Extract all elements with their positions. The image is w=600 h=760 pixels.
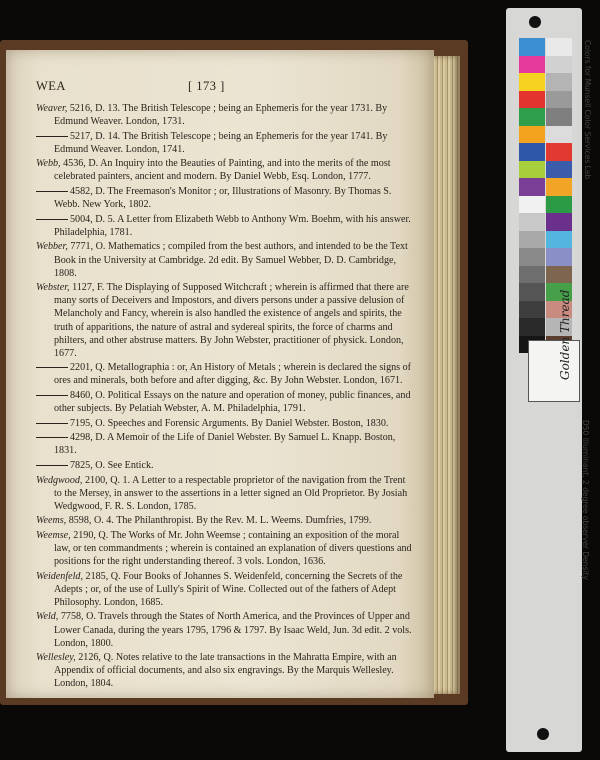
color-chip bbox=[546, 266, 572, 284]
catalog-entry bbox=[36, 651, 412, 690]
entry-text: 2126, Q. Notes relative to the late transactions in the Mahratta Empire, with an Appendix of official documents, and also six engravings. By the Marquis Wellesley. London, 1804. bbox=[54, 652, 397, 690]
entry-text: 5217, D. 14. The British Telescope ; being an Ephemeris for the year 1741. By Edmund Weaver. London, 1741. bbox=[54, 130, 388, 155]
catalog-entry bbox=[36, 431, 412, 457]
color-chip bbox=[546, 213, 572, 231]
color-chip bbox=[546, 231, 572, 249]
color-chip bbox=[519, 301, 545, 319]
entry-text: 5004, D. 5. A Letter from Elizabeth Webb to Anthony Wm. Boehm, with his answer. Philadelphia, 1781. bbox=[54, 213, 411, 238]
color-chip bbox=[519, 231, 545, 249]
entry-text: 7758, O. Travels through the States of North America, and the Provinces of Upper and Lower Canada, during the years 1795, 1796 & 1797. By Isaac Weld, Jun. 3d edit. 2 vols. London, 1800. bbox=[54, 611, 412, 649]
color-chip bbox=[546, 38, 572, 56]
running-header bbox=[36, 79, 580, 95]
entry-text: 2100, Q. 1. A Letter to a respectable proprietor of the navigation from the Trent to the Mersey, in answer to the assertions in a letter signed an Old Proprietor. By Josiah Wedgwood, F. R. S. London, 1785. bbox=[54, 474, 408, 512]
entry-text: 1127, F. The Displaying of Supposed Witchcraft ; wherein is affirmed that there are many sorts of Deceivers and Impostors, and divers persons under a passive delusion of Melancholy and Fancy, wherein is also handled the existence of angels and spirits, the truth of apparitions, the nature of astral and sydereal spirits, the force of charms and philters, and other abstruse matters. By John Webster, practitioner of physick. London, 1677. bbox=[54, 282, 409, 359]
entry-text: 7825, O. See Entick. bbox=[70, 459, 154, 471]
color-chip bbox=[546, 161, 572, 179]
color-chip bbox=[546, 248, 572, 266]
catalog-entry bbox=[36, 281, 412, 360]
entry-text: 4298, D. A Memoir of the Life of Daniel Webster. By Samuel L. Knapp. Boston, 1831. bbox=[54, 432, 396, 457]
ditto-dash bbox=[36, 191, 68, 192]
strip-hole-bottom bbox=[537, 728, 549, 740]
entry-text: 2185, Q. Four Books of Johannes S. Weidenfeld, concerning the Secrets of the Adepts ; or, of the use of Lully's Spirit of Wine. Collected out of the fathers of Adept Philosophy. London, 1685. bbox=[54, 570, 403, 608]
entry-text: 4536, D. An Inquiry into the Beauties of Painting, and into the merits of the most celebrated painters, ancient and modern. By Daniel Webb, Esq. London, 1777. bbox=[54, 158, 391, 183]
color-chip bbox=[519, 91, 545, 109]
color-chip bbox=[519, 196, 545, 214]
color-chip bbox=[546, 178, 572, 196]
color-chip bbox=[519, 143, 545, 161]
entry-author: Webb, bbox=[36, 158, 61, 170]
entry-author: Weidenfeld, bbox=[36, 570, 83, 582]
color-chip bbox=[546, 56, 572, 74]
color-chip bbox=[519, 126, 545, 144]
ditto-dash bbox=[36, 437, 68, 438]
catalog-entry bbox=[36, 459, 412, 472]
strip-hole-top bbox=[529, 16, 541, 28]
color-chip bbox=[519, 248, 545, 266]
entry-text: 8598, O. 4. The Philanthropist. By the Rev. M. L. Weems. Dumfries, 1799. bbox=[66, 515, 372, 527]
catalog-entry bbox=[36, 474, 412, 513]
strip-caption-2: D50 Illuminant, 2 degree observer Density bbox=[581, 420, 590, 580]
color-chip bbox=[546, 91, 572, 109]
entry-author: Wedgwood, bbox=[36, 474, 83, 486]
color-chip bbox=[519, 56, 545, 74]
entry-author: Weaver, bbox=[36, 103, 68, 114]
golden-thread-label: Golden Thread bbox=[558, 289, 572, 380]
color-chip bbox=[519, 73, 545, 91]
color-chip bbox=[519, 161, 545, 179]
golden-thread-target bbox=[528, 340, 580, 402]
catalog-entry bbox=[36, 529, 412, 568]
catalog-entry bbox=[36, 417, 412, 430]
entry-author: Weemse, bbox=[36, 529, 71, 541]
entry-text: 4582, D. The Freemason's Monitor ; or, Illustrations of Masonry. By Thomas S. Webb. New York, 1802. bbox=[54, 186, 392, 211]
header-left: WEA bbox=[36, 79, 66, 93]
strip-caption: Colors for Munsell Color Services Lab bbox=[583, 40, 592, 180]
color-chip bbox=[519, 108, 545, 126]
ditto-dash bbox=[36, 367, 68, 368]
catalog-entry bbox=[36, 610, 412, 649]
ditto-dash bbox=[36, 136, 68, 137]
color-chip bbox=[546, 73, 572, 91]
page-edges bbox=[430, 56, 460, 694]
entry-text: 5216, D. 13. The British Telescope ; being an Ephemeris for the year 1731. By Edmund Weaver. London, 1731. bbox=[54, 103, 388, 128]
ditto-dash bbox=[36, 423, 68, 424]
color-chip bbox=[519, 266, 545, 284]
catalog-entry bbox=[36, 514, 412, 527]
catalog-entry bbox=[36, 240, 412, 279]
entry-text: 7195, O. Speeches and Forensic Arguments. By Daniel Webster. Boston, 1830. bbox=[70, 417, 389, 429]
catalog-entry bbox=[36, 130, 412, 156]
color-chip bbox=[519, 213, 545, 231]
entry-author: Weems, bbox=[36, 515, 67, 527]
color-chips-left bbox=[519, 38, 545, 353]
entry-author: Webster, bbox=[36, 282, 70, 294]
entry-author: Webber, bbox=[36, 241, 68, 253]
ditto-dash bbox=[36, 395, 68, 396]
entry-text: 2201, Q. Metallographia : or, An History of Metals ; wherein is declared the signs of ores and minerals, both before and after digging, &c. By John Webster. London, 1671. bbox=[54, 362, 412, 387]
color-chip bbox=[519, 318, 545, 336]
entry-author: Wellesley, bbox=[36, 652, 76, 664]
color-chip bbox=[546, 126, 572, 144]
color-chip bbox=[546, 108, 572, 126]
catalog-entry bbox=[36, 185, 412, 211]
color-chip bbox=[519, 178, 545, 196]
entry-text: 2190, Q. The Works of Mr. John Weemse ; containing an exposition of the moral law, or ten commandments ; wherein is contained an explanation of divers questions and positions for the right understanding thereof. 3 vols. London, 1636. bbox=[54, 529, 412, 568]
catalog-entry bbox=[36, 102, 412, 128]
catalog-entry bbox=[36, 389, 412, 415]
page-number: [ 173 ] bbox=[188, 79, 225, 93]
entry-author: Weld, bbox=[36, 611, 59, 623]
catalog-entry bbox=[36, 570, 412, 609]
catalog-entry bbox=[36, 361, 412, 387]
entry-text: 8460, O. Political Essays on the nature and operation of money, public finances, and other subjects. By Pelatiah Webster, A. M. Philadelphia, 1791. bbox=[54, 389, 411, 415]
color-chip bbox=[519, 38, 545, 56]
color-chip bbox=[519, 283, 545, 301]
color-chip bbox=[546, 143, 572, 161]
ditto-dash bbox=[36, 219, 68, 220]
ditto-dash bbox=[36, 465, 68, 466]
color-chip bbox=[546, 196, 572, 214]
catalog-text bbox=[36, 102, 412, 692]
entry-text: 7771, O. Mathematics ; compiled from the best authors, and intended to be the Text Book in the University at Cambridge. 2d edit. By Samuel Webber, D. D. Cambridge, 1808. bbox=[54, 241, 408, 279]
catalog-entry bbox=[36, 213, 412, 239]
catalog-entry bbox=[36, 157, 412, 183]
